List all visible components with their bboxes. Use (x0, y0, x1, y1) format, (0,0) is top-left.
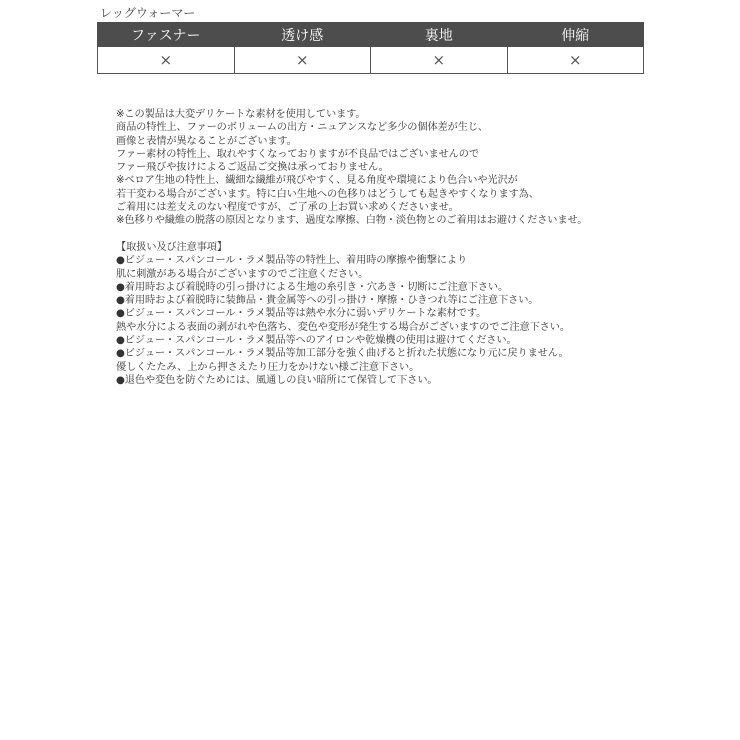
care-line: ●退色や変色を防ぐためには、風通しの良い暗所にて保管して下さい。 (116, 374, 438, 386)
spec-header-sheerness: 透け感 (234, 23, 371, 47)
care-line: ●ビジュー・スパンコール・ラメ製品等は熱や水分に弱いデリケートな素材です。 (116, 308, 487, 320)
spec-header-stretch: 伸縮 (507, 23, 644, 47)
care-line: ●ビジュー・スパンコール・ラメ製品等へのアイロンや乾燥機の使用は避けてください。 (116, 335, 517, 347)
spec-value-lining: × (371, 47, 508, 74)
note-line: ※この製品は大変デリケートな素材を使用しています。 (116, 109, 366, 120)
note-line: 商品の特性上、ファーのボリュームの出方・ニュアンスなど多少の個体差が生じ、 (116, 122, 489, 134)
note-line: ファー飛びや抜けによるご返品ご交換は承っておりません。 (116, 162, 389, 174)
note-line: ご着用には差支えのない程度ですが、ご了承の上お買い求めくださいませ。 (116, 202, 459, 214)
material-notes (116, 108, 636, 228)
spec-header-row (98, 23, 644, 47)
care-line: ●ビジュー・スパンコール・ラメ製品等の特性上、着用時の摩擦や衝撃により (116, 255, 468, 267)
care-line: ●着用時および着脱時に装飾品・貴金属等への引っ掛け・摩擦・ひきつれ等にご注意下さい。 (116, 295, 539, 307)
care-line: ●着用時および着脱時の引っ掛けによる生地の糸引き・穴あき・切断にご注意下さい。 (116, 281, 509, 293)
spec-header-lining: 裏地 (371, 23, 508, 47)
care-line: 肌に刺激がある場合がございますのでご注意ください。 (116, 268, 369, 280)
note-line: ※色移りや繊維の脱落の原因となります、過度な摩擦、白物・淡色物とのご着用はお避けくださいませ。 (116, 215, 588, 227)
care-instructions (116, 241, 636, 387)
note-line: 画像と表情が異なることがございます。 (116, 135, 297, 147)
spec-value-sheerness: × (234, 47, 371, 74)
spec-value-zipper: × (98, 47, 235, 74)
spec-header-zipper: ファスナー (98, 23, 235, 47)
product-label: レッグウォーマー (100, 6, 196, 20)
spec-value-stretch: × (507, 47, 644, 74)
note-line: ファー素材の特性上、取れやすくなっておりますが不良品ではございませんので (116, 148, 479, 160)
care-line: 熱や水分による表面の剥がれや色落ち、変色や変形が発生する場合がございますのでご注意下さい。 (116, 321, 570, 333)
care-heading: 【取扱い及び注意事項】 (116, 242, 227, 253)
care-line: 優しくたたみ、上から押さえたり圧力をかけない様ご注意下さい。 (116, 361, 420, 373)
note-line: 若干変わる場合がございます。特に白い生地への色移りはどうしても起きやすくなります為、 (116, 188, 539, 200)
note-line: ※ベロア生地の特性上、繊細な繊維が飛びやすく、見る角度や環境により色合いや光沢が (116, 175, 518, 187)
care-line: ●ビジュー・スパンコール・ラメ製品等加工部分を強く曲げると折れた状態になり元に戻りません。 (116, 348, 569, 360)
spec-table (97, 22, 644, 74)
spec-value-row (98, 47, 644, 74)
